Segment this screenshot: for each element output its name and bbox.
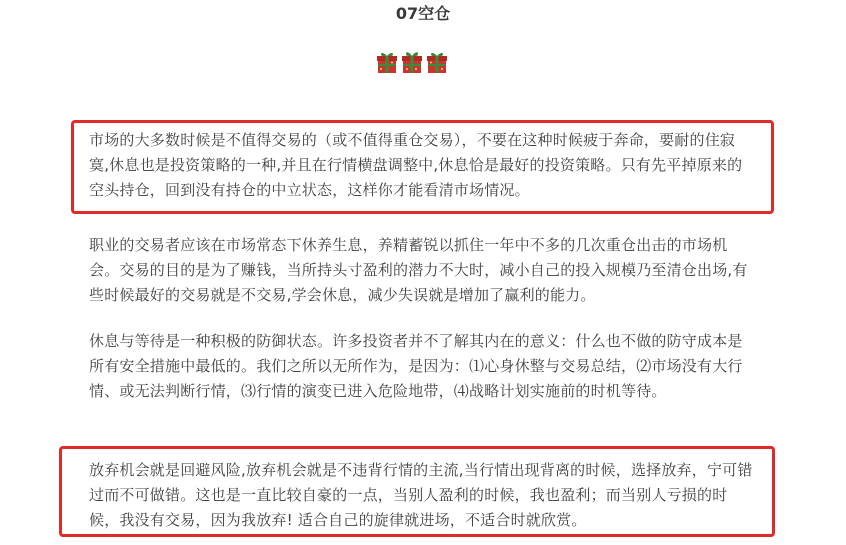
paragraph: 放弃机会就是回避风险,放弃机会就是不违背行情的主流,当行情出现背离的时候，选择放弃，宁可错过而不可做错。这也是一直比较自豪的一点，当别人盈利的时候，我也盈利；而当别人亏损的时候，我没有交易，因为我放弃! 适合自己的旋律就进场，不适合时就欣赏。 xyxy=(89,461,753,529)
article-title: 07空仓 xyxy=(395,4,451,23)
gift-icon xyxy=(426,50,448,74)
paragraph: 职业的交易者应该在市场常态下休养生息，养精蓄锐以抓住一年中不多的几次重仓出击的市场机会。交易的目的是为了赚钱，当所持头寸盈利的潜力不大时，减小自己的投入规模乃至清仓出场,有些时候最好的交易就是不交易,学会休息，减少失误就是增加了赢利的能力。 xyxy=(89,236,748,304)
paragraph: 市场的大多数时候是不值得交易的（或不值得重仓交易），不要在这种时候疲于奔命，要耐的住寂寞,休息也是投资策略的一种,并且在行情横盘调整中,休息恰是最好的投资策略。只有先平掉原来的空头持仓，回到没有持仓的中立状态，这样你才能看清市场情况。 xyxy=(89,131,743,199)
gift-icon xyxy=(401,50,423,74)
paragraph: 休息与等待是一种积极的防御状态。许多投资者并不了解其内在的意义：什么也不做的防守成本是所有安全措施中最低的。我们之所以无所作为，是因为：⑴心身休整与交易总结，⑵市场没有大行情、或无法判断行情，⑶行情的演变已进入危险地带，⑷战略计划实施前的时机等待。 xyxy=(89,332,743,400)
gift-divider xyxy=(376,50,448,74)
gift-icon xyxy=(376,50,398,74)
